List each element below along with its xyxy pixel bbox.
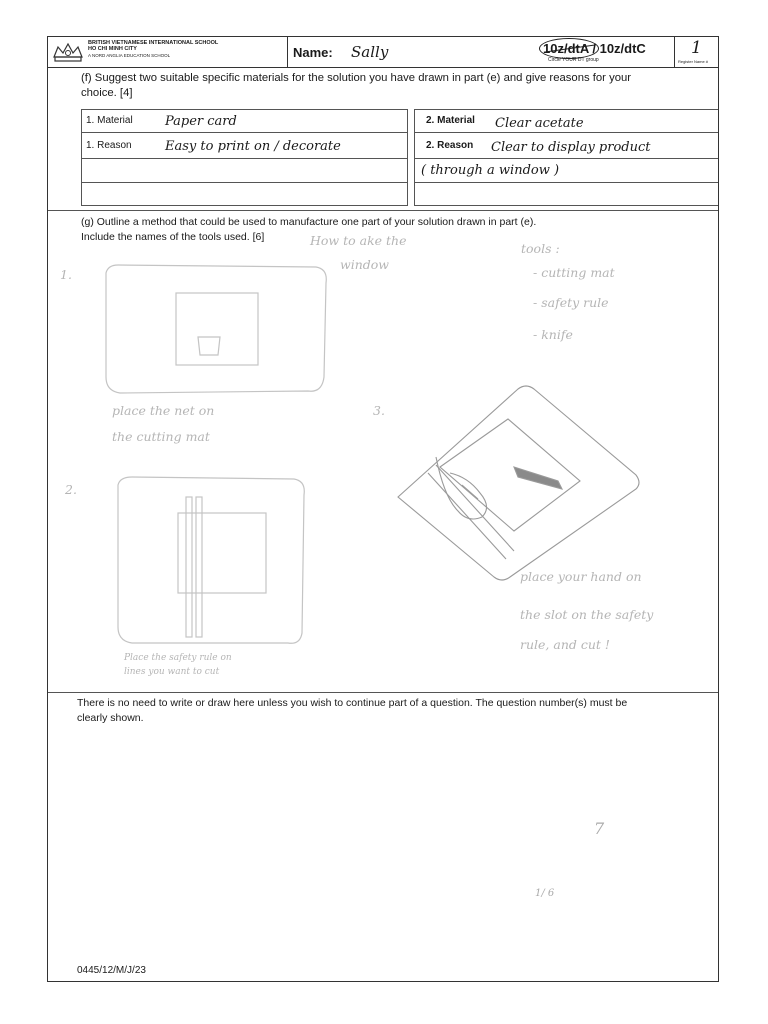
register-value: 1 — [691, 38, 702, 58]
group-instruction: Circle YOUR DT group — [548, 57, 599, 63]
method-title-line-2: window — [340, 257, 389, 272]
tool-knife: - knife — [533, 327, 573, 342]
method-title-line-1: How to ake the — [310, 233, 407, 248]
question-g-line-2: Include the names of the tools used. [6] — [81, 231, 265, 243]
material-2-value: Clear acetate — [495, 116, 584, 131]
group-options: 10z/dtA / 10z/dtC — [543, 41, 646, 56]
sketch-step-1 — [106, 265, 326, 393]
material-1-value: Paper card — [165, 114, 237, 129]
reason-1-label: 1. Reason — [86, 140, 132, 151]
sketch-step-2 — [118, 477, 304, 643]
method-sketches — [48, 37, 718, 697]
name-value: Sally — [351, 43, 389, 61]
reason-2-value-continued: ( through a window ) — [421, 163, 560, 178]
stray-mark-b: 1/ 6 — [535, 888, 555, 899]
step-3-line-2: the slot on the safety — [520, 607, 654, 622]
school-line-2: HO CHI MINH CITY — [88, 46, 137, 53]
reason-2-label: 2. Reason — [426, 140, 474, 151]
register-label: Register Name # — [678, 59, 709, 64]
reason-2-value: Clear to display product — [491, 140, 651, 155]
stray-mark-a: 7 — [594, 819, 605, 838]
divider-continuation — [48, 692, 718, 693]
material-1-label: 1. Material — [86, 115, 133, 126]
continuation-line-1: There is no need to write or draw here unless you wish to continue part of a question. The question number(s) must be — [77, 697, 628, 709]
step-1-number: 1. — [60, 267, 72, 282]
step-1-line-2: the cutting mat — [112, 429, 210, 444]
continuation-line-2: clearly shown. — [77, 712, 144, 724]
tool-cutting-mat: - cutting mat — [533, 265, 615, 280]
sketch-step-3 — [398, 386, 639, 580]
school-line-3: A NORD ANGLIA EDUCATION SCHOOL — [88, 52, 171, 58]
continuation-note — [77, 696, 627, 726]
reason-1-value: Easy to print on / decorate — [165, 139, 341, 154]
question-g-line-1: (g) Outline a method that could be used to manufacture one part of your solution drawn in part (e). — [81, 216, 537, 228]
school-line-1: BRITISH VIETNAMESE INTERNATIONAL SCHOOL — [88, 40, 219, 46]
step-2-number: 2. — [65, 482, 77, 497]
step-3-number: 3. — [373, 403, 385, 418]
step-3-line-1: place your hand on — [520, 569, 642, 584]
step-2-line-2: lines you want to cut — [124, 667, 220, 677]
question-f-line-1: (f) Suggest two suitable specific materials for the solution you have drawn in part (e) and give reasons for your — [81, 72, 632, 84]
tools-heading: tools : — [521, 241, 560, 256]
step-1-line-1: place the net on — [112, 403, 215, 418]
question-f-line-2: choice. [4] — [81, 87, 133, 99]
paper-code: 0445/12/M/J/23 — [77, 965, 146, 976]
tool-safety-rule: - safety rule — [533, 295, 609, 310]
step-3-line-3: rule, and cut ! — [520, 637, 610, 652]
exam-sheet — [47, 36, 719, 982]
name-label: Name: — [293, 45, 333, 60]
material-2-label: 2. Material — [426, 115, 475, 126]
step-2-line-1: Place the safety rule on — [124, 653, 232, 663]
